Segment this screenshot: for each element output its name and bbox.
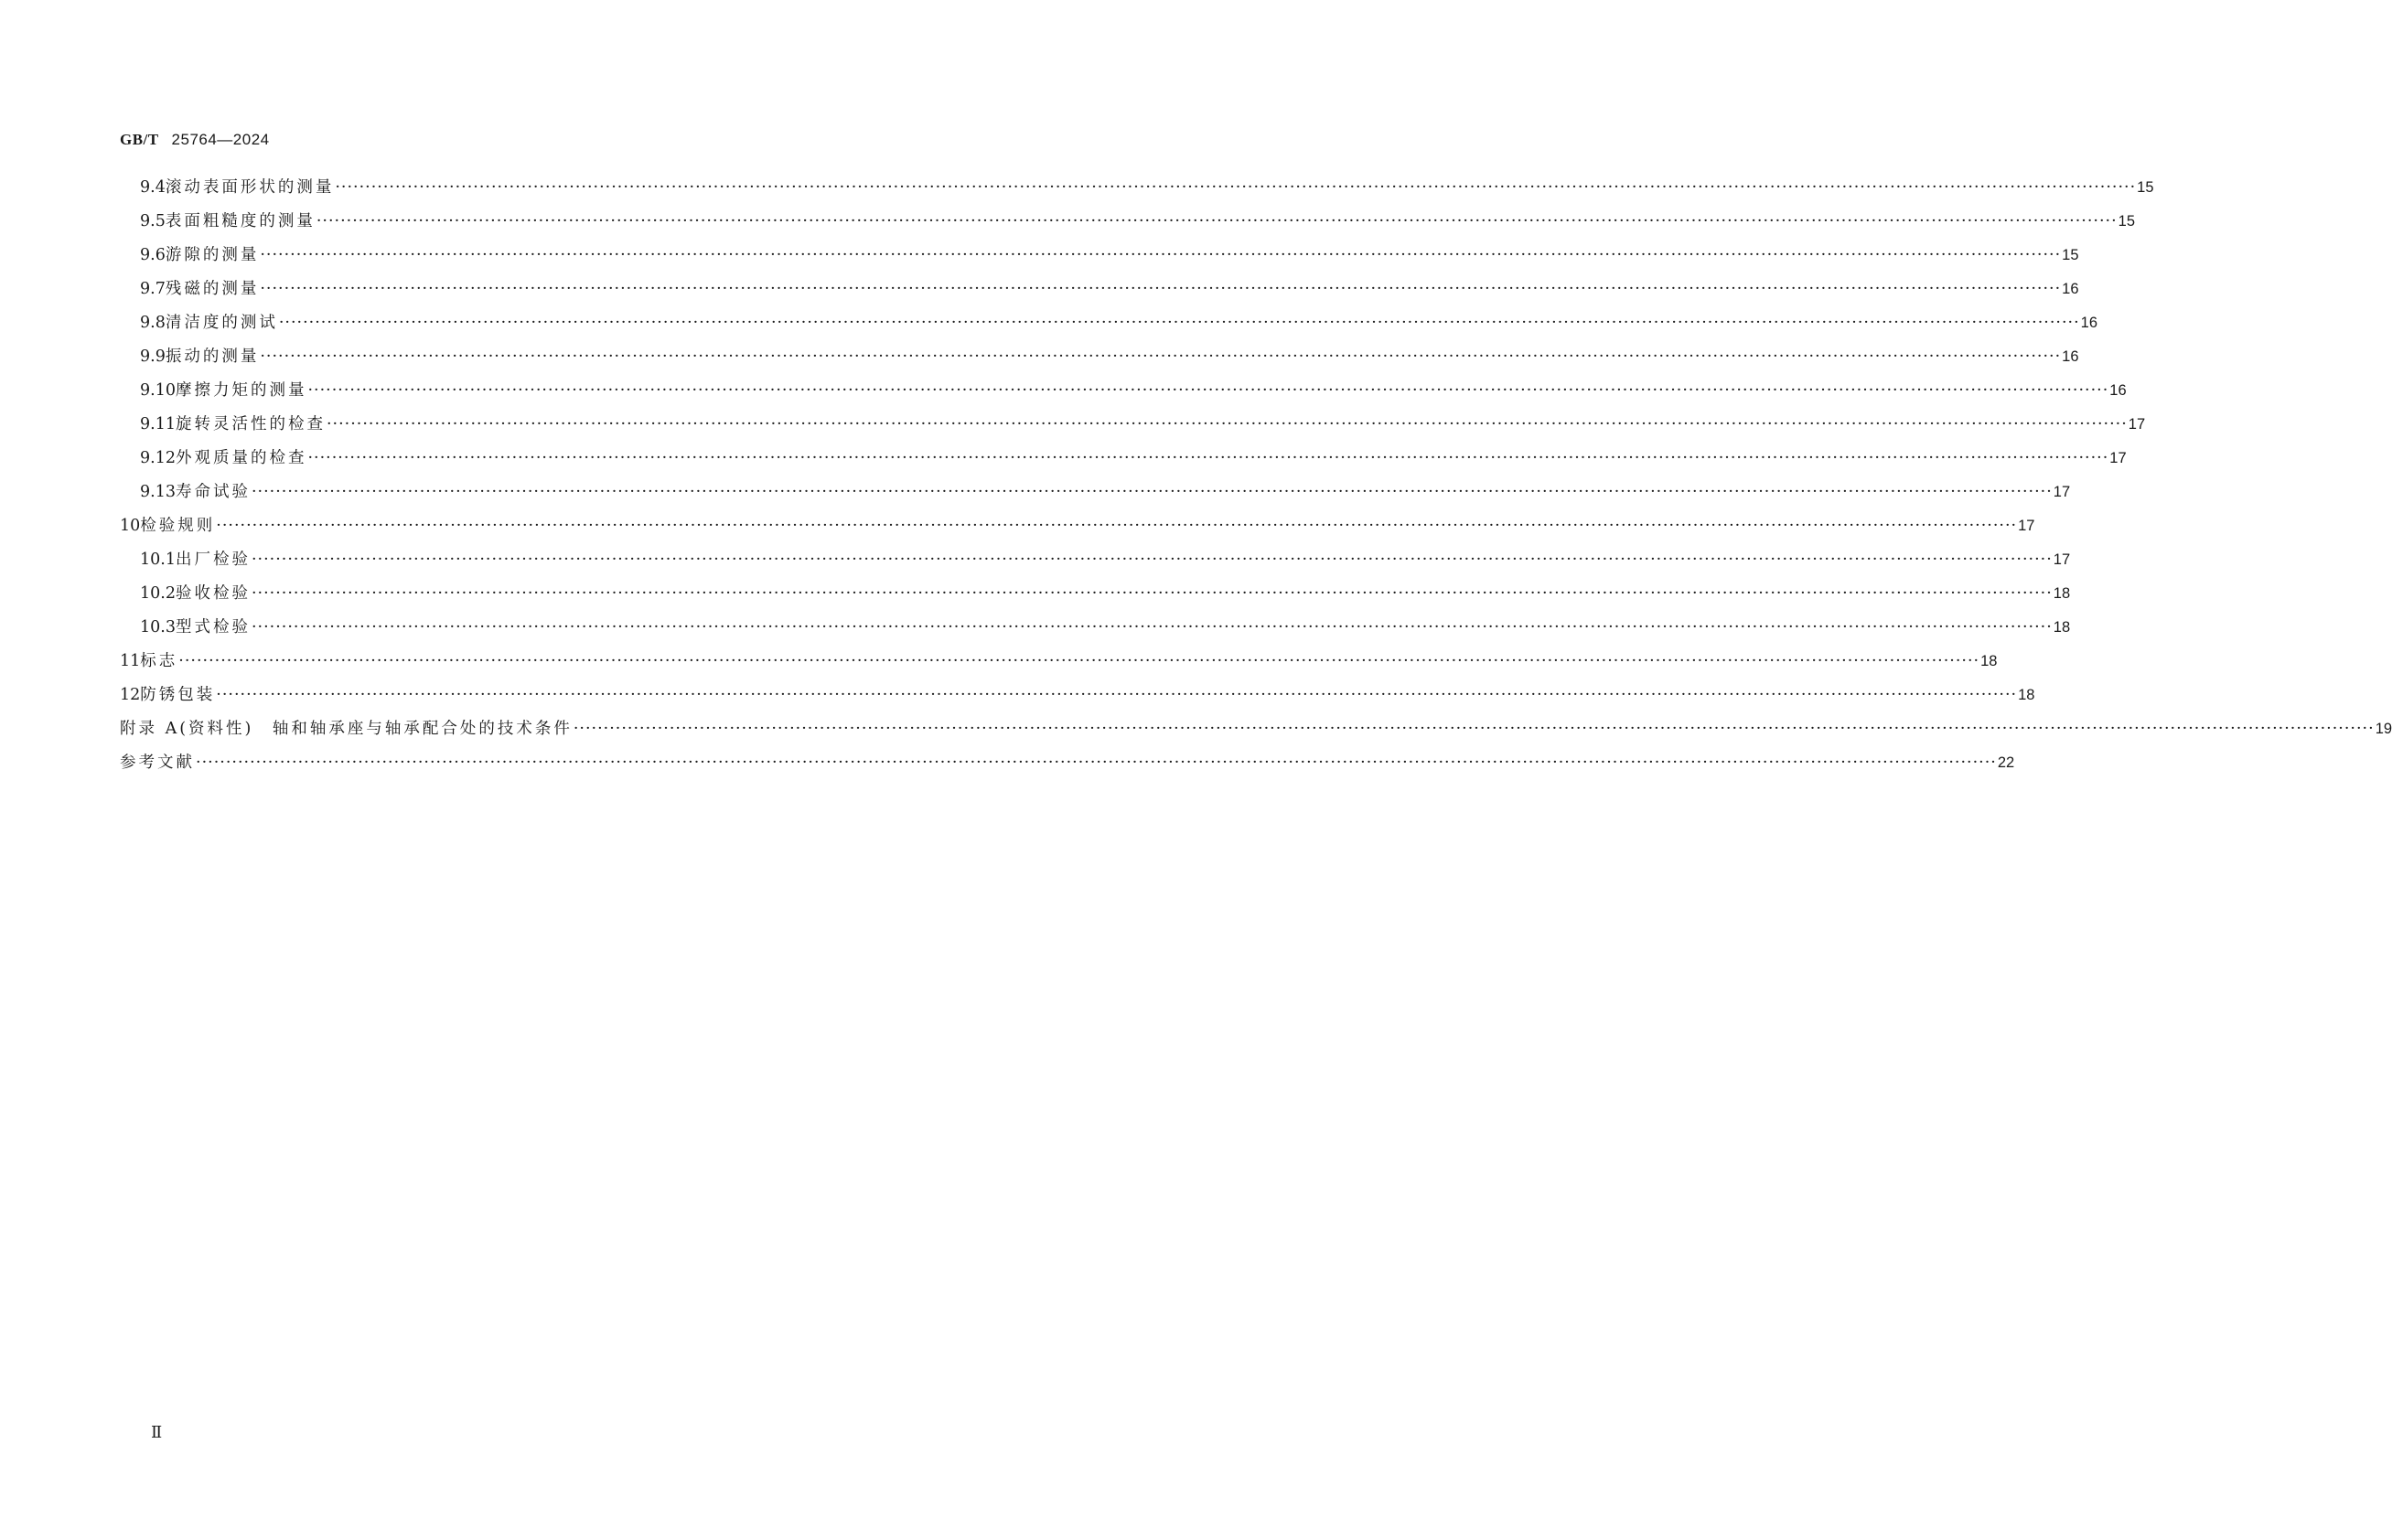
toc-title: 型式检验: [175, 618, 251, 636]
toc-entry-10[interactable]: [120, 513, 2035, 547]
toc-title: 滚动表面形状的测量: [165, 178, 335, 197]
toc-entry-10-2[interactable]: [120, 581, 2071, 615]
dot-leader: ············································································································································································································································································································: [316, 212, 2118, 230]
toc-page-number: 15: [2118, 213, 2136, 230]
toc-page-number: 19: [2375, 721, 2392, 737]
toc-number: 9.12: [140, 449, 176, 467]
toc-page-number: 18: [1980, 653, 1998, 669]
dot-leader: ············································································································································································································································································································: [251, 618, 2053, 636]
toc-page-number: 22: [1997, 754, 2015, 771]
toc-entry-9-4[interactable]: [120, 175, 2154, 209]
dot-leader: ············································································································································································································································································································: [260, 348, 2062, 366]
toc-number: 12: [120, 686, 141, 704]
standard-number: 25764—2024: [171, 131, 270, 148]
toc-page-number: 18: [2053, 585, 2071, 602]
toc-entry-10-3[interactable]: [120, 615, 2071, 648]
toc-title: 标志: [140, 652, 178, 670]
table-of-contents: [120, 175, 2392, 784]
toc-page-number: 17: [2109, 450, 2127, 466]
page-number: Ⅱ: [151, 1423, 163, 1441]
toc-page-number: 17: [2053, 551, 2071, 568]
toc-title: 游隙的测量: [165, 246, 260, 264]
toc-number: 9.8: [140, 314, 166, 332]
dot-leader: ············································································································································································································································································································: [251, 551, 2053, 569]
standard-prefix: GB/T: [120, 131, 159, 148]
toc-page-number: 18: [2053, 619, 2071, 636]
toc-page-number: 17: [2053, 484, 2071, 500]
toc-title: 防锈包装: [140, 686, 216, 704]
toc-page-number: 16: [2109, 382, 2127, 399]
standard-header: [120, 131, 270, 149]
toc-page-number: 17: [2018, 518, 2035, 534]
toc-entry-9-13[interactable]: [120, 479, 2071, 513]
toc-title: 残磁的测量: [165, 280, 260, 298]
toc-page-number: 15: [2137, 179, 2154, 196]
toc-page-number: 17: [2128, 416, 2146, 433]
toc-entry-9-11[interactable]: [120, 412, 2146, 445]
toc-title: 摩擦力矩的测量: [175, 381, 307, 400]
toc-number: 9.9: [140, 348, 166, 366]
dot-leader: ············································································································································································································································································································: [335, 178, 2137, 197]
toc-number: 10: [120, 517, 141, 535]
toc-entry-9-10[interactable]: [120, 378, 2127, 412]
toc-entry-9-9[interactable]: [120, 344, 2079, 378]
dot-leader: ············································································································································································································································································································: [260, 246, 2062, 264]
dot-leader: ············································································································································································································································································································: [178, 652, 1980, 670]
toc-page-number: 16: [2080, 315, 2098, 331]
dot-leader: ············································································································································································································································································································: [573, 720, 2375, 738]
dot-leader: ············································································································································································································································································································: [216, 517, 2018, 535]
toc-title: 验收检验: [175, 584, 251, 603]
toc-number: 9.4: [140, 178, 166, 197]
toc-title: 检验规则: [140, 517, 216, 535]
toc-page-number: 18: [2018, 687, 2035, 703]
dot-leader: ············································································································································································································································································································: [326, 415, 2128, 433]
dot-leader: ············································································································································································································································································································: [278, 314, 2080, 332]
toc-number: 9.13: [140, 483, 176, 501]
toc-title: 外观质量的检查: [175, 449, 307, 467]
toc-page-number: 16: [2062, 348, 2079, 365]
toc-number: 11: [120, 652, 141, 670]
toc-title: 振动的测量: [165, 348, 260, 366]
toc-number: 10.2: [140, 584, 176, 603]
dot-leader: ············································································································································································································································································································: [260, 280, 2062, 298]
toc-title: 旋转灵活性的检查: [175, 415, 326, 433]
dot-leader: ············································································································································································································································································································: [251, 483, 2053, 501]
dot-leader: ············································································································································································································································································································: [307, 449, 2109, 467]
toc-entry-12[interactable]: [120, 682, 2035, 716]
toc-entry-9-5[interactable]: [120, 209, 2136, 242]
toc-number: 9.5: [140, 212, 166, 230]
toc-entry-9-12[interactable]: [120, 445, 2127, 479]
dot-leader: ············································································································································································································································································································: [307, 381, 2109, 400]
toc-title: 出厂检验: [175, 551, 251, 569]
toc-number: 10.1: [140, 551, 176, 569]
toc-number: 9.10: [140, 381, 176, 400]
toc-entry-9-6[interactable]: [120, 242, 2079, 276]
toc-page-number: 15: [2062, 247, 2079, 263]
toc-title: 清洁度的测试: [165, 314, 278, 332]
dot-leader: ············································································································································································································································································································: [196, 754, 1997, 772]
toc-entry-10-1[interactable]: [120, 547, 2071, 581]
toc-number: 10.3: [140, 618, 176, 636]
toc-number: 9.6: [140, 246, 166, 264]
toc-entry-9-7[interactable]: [120, 276, 2079, 310]
toc-title: 寿命试验: [175, 483, 251, 501]
toc-entry-appendix-a[interactable]: [120, 716, 2392, 750]
toc-entry-bibliography[interactable]: [120, 750, 2015, 784]
toc-title: 表面粗糙度的测量: [165, 212, 316, 230]
toc-number: 9.7: [140, 280, 166, 298]
toc-title: 参考文献: [120, 754, 195, 772]
dot-leader: ············································································································································································································································································································: [251, 584, 2053, 603]
toc-title: 附录 A(资料性) 轴和轴承座与轴承配合处的技术条件: [120, 720, 573, 738]
dot-leader: ············································································································································································································································································································: [216, 686, 2018, 704]
toc-number: 9.11: [140, 415, 176, 433]
toc-entry-11[interactable]: [120, 648, 1998, 682]
toc-entry-9-8[interactable]: [120, 310, 2098, 344]
toc-page-number: 16: [2062, 281, 2079, 297]
